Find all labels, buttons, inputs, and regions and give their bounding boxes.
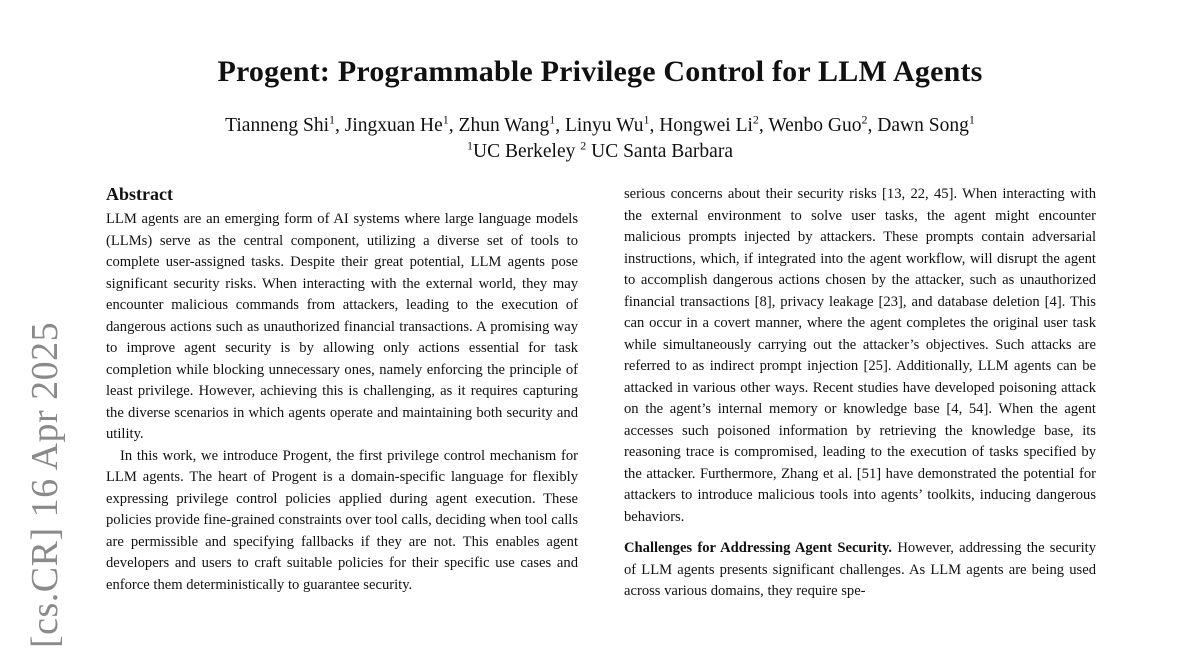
author-list: Tianneng Shi$^1$, Jingxuan He$^1$, Zhun Wang$^1$, Linyu Wu$^1$, Hongwei Li$^2$, Wenbo Guo$^2$, Dawn Song$^1$ xyxy=(225,112,975,136)
abstract-paragraph-1: LLM agents are an emerging form of AI systems where large language models (LLMs) serve as the central component, utilizing a diverse set of tools to complete user-assigned tasks. Despite their great potential, LLM agents pose significant security risks. When interacting with the external world, they may encounter malicious commands from attackers, leading to the execution of dangerous actions such as unauthorized financial transactions. A promising way to improve agent security is by allowing only actions essential for task completion while blocking unnecessary ones, namely enforcing the principle of least privilege. However, achieving this is challenging, as it requires capturing the diverse scenarios in which agents operate and maintaining both security and utility. xyxy=(106,211,578,442)
intro-paragraph: serious concerns about their security risks [13, 22, 45]. When interacting with the external environment to solve user tasks, the agent might encounter malicious prompts injected by attackers. These prompts contain adversarial instructions, which, if integrated into the agent workflow, will disrupt the agent to accomplish dangerous actions chosen by the attacker, such as unauthorized financial transactions [8], privacy leakage [23], and database deletion [4]. This can occur in a covert manner, where the agent completes the original user task while simultaneously carrying out the attacker’s objectives. Such attacks are referred to as indirect prompt injection [25]. Additionally, LLM agents can be attacked in various other ways. Recent studies have developed poisoning attack on the agent’s internal memory or knowledge base [4, 54]. When the agent accesses such poisoned information by retrieving the knowledge base, its reasoning trace is compromised, leading to the execution of tasks specified by the attacker. Furthermore, Zhang et al. [51] have demonstrated the potential for attackers to introduce malicious tools into agents’ toolkits, inducing dangerous behaviors. xyxy=(624,186,1096,525)
author: Tianneng Shi$^1$ xyxy=(225,112,335,136)
author: Dawn Song$^1$ xyxy=(877,112,975,136)
affiliation: $^1$UC Berkeley xyxy=(467,138,576,162)
right-column xyxy=(624,184,1096,603)
author: Zhun Wang$^1$ xyxy=(458,112,556,136)
arxiv-side-stamp: [cs.CR] 16 Apr 2025 xyxy=(24,321,66,648)
affiliation-list xyxy=(0,139,1200,165)
challenges-paragraph xyxy=(624,538,1096,603)
challenges-body: However, addressing the security of LLM agents presents significant challenges. As LLM agents are being used across various domains, they require spe- xyxy=(624,540,1097,599)
author: Linyu Wu$^1$ xyxy=(564,112,650,136)
author: Jingxuan He$^1$ xyxy=(344,112,449,136)
abstract-heading: Abstract xyxy=(106,184,173,204)
author: Wenbo Guo$^2$ xyxy=(768,112,868,136)
challenges-run-in-heading: Challenges for Addressing Agent Security. xyxy=(624,540,893,556)
abstract-paragraph-2: In this work, we introduce Progent, the first privilege control mechanism for LLM agents. The heart of Progent is a domain-specific language for flexibly expressing privilege control policies applied during agent execution. These policies provide fine-grained constraints over tool calls, deciding when tool calls are permissible and specifying fallbacks if they are not. This enables agent developers and users to craft suitable policies for their specific use cases and enforce them deterministically to guarantee security. xyxy=(106,447,578,593)
left-column xyxy=(106,181,578,596)
author: Hongwei Li$^2$ xyxy=(659,112,759,136)
affiliation: $^2$ UC Santa Barbara xyxy=(580,138,733,162)
paper-title: Progent: Programmable Privilege Control for LLM Agents xyxy=(217,55,983,88)
